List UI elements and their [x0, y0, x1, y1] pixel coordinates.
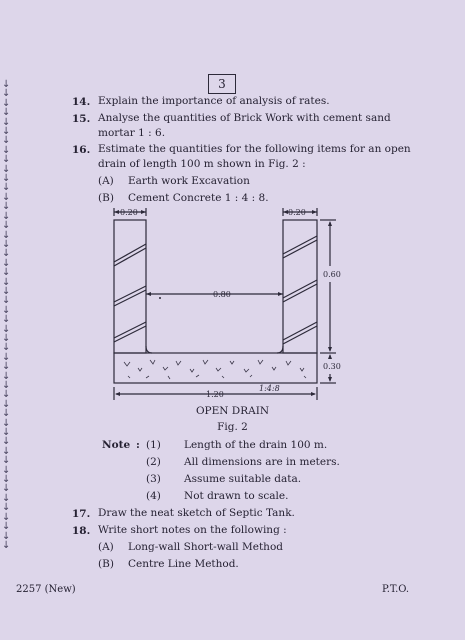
margin-arrow: ↓	[2, 445, 11, 457]
margin-arrow: ↓	[2, 97, 11, 109]
note-item-4-num: (4)	[146, 490, 161, 502]
margin-arrow: ↓	[2, 332, 11, 344]
margin-arrow: ↓	[2, 210, 11, 222]
note-item-2-num: (2)	[146, 456, 161, 468]
margin-arrow: ↓	[2, 248, 11, 260]
question-15-line-1: Analyse the quantities of Brick Work with cement sand	[98, 112, 391, 124]
margin-arrow: ↓	[2, 427, 11, 439]
question-16-line-2: drain of length 100 m shown in Fig. 2 :	[98, 158, 306, 170]
margin-arrow: ↓	[2, 464, 11, 476]
margin-arrow: ↓	[2, 502, 11, 514]
note-item-1-num: (1)	[146, 439, 161, 451]
q18-item-b-label: (B)	[98, 558, 114, 570]
margin-arrow: ↓	[2, 135, 11, 147]
margin-arrow: ↓	[2, 257, 11, 269]
margin-arrow: ↓	[2, 408, 11, 420]
note-label: Note	[102, 439, 131, 451]
margin-arrow: ↓	[2, 511, 11, 523]
figure-label: Fig. 2	[217, 421, 248, 433]
margin-arrow: ↓	[2, 370, 11, 382]
question-16-line-1: Estimate the quantities for the following items for an open	[98, 143, 411, 155]
dim-top-right: 0.20	[288, 208, 306, 217]
margin-arrow: ↓	[2, 173, 11, 185]
question-number-15: 15.	[72, 113, 91, 125]
q18-item-a-text: Long-wall Short-wall Method	[128, 541, 283, 553]
question-17-text: Draw the neat sketch of Septic Tank.	[98, 507, 295, 519]
question-15-line-2: mortar 1 : 6.	[98, 127, 166, 139]
margin-arrow: ↓	[2, 295, 11, 307]
margin-arrow: ↓	[2, 229, 11, 241]
question-number-17: 17.	[72, 508, 91, 520]
margin-arrow: ↓	[2, 182, 11, 194]
margin-arrow: ↓	[2, 116, 11, 128]
q16-item-a-text: Earth work Excavation	[128, 175, 250, 187]
margin-arrow: ↓	[2, 417, 11, 429]
margin-arrow: ↓	[2, 539, 11, 551]
question-number-14: 14.	[72, 96, 91, 108]
handwritten-mix-ratio: 1:4:8	[259, 384, 280, 393]
question-number-16: 16.	[72, 144, 91, 156]
dim-top-left: 0.20	[120, 208, 138, 217]
question-18-text: Write short notes on the following :	[98, 524, 287, 536]
margin-arrow: ↓	[2, 455, 11, 467]
page-number: 3	[208, 74, 236, 94]
q18-item-b-text: Centre Line Method.	[128, 558, 239, 570]
margin-arrow: ↓	[2, 201, 11, 213]
margin-arrow: ↓	[2, 361, 11, 373]
margin-arrow: ↓	[2, 276, 11, 288]
margin-arrow: ↓	[2, 380, 11, 391]
margin-arrow: ↓	[2, 220, 11, 232]
note-item-2-text: All dimensions are in meters.	[184, 456, 340, 468]
note-item-3-text: Assume suitable data.	[184, 473, 302, 485]
margin-arrow: ↓	[2, 351, 11, 363]
margin-arrow: ↓	[2, 389, 11, 401]
q16-item-b-text: Cement Concrete 1 : 4 : 8.	[128, 192, 269, 204]
base-slab	[114, 353, 317, 383]
margin-arrow: ↓	[2, 342, 11, 354]
margin-arrow: ↓	[2, 267, 11, 279]
margin-arrow: ↓	[2, 126, 11, 138]
margin-arrow: ↓	[2, 492, 11, 504]
margin-arrow: ↓	[2, 521, 11, 533]
figure-title: OPEN DRAIN	[195, 405, 270, 417]
margin-arrow: ↓	[2, 79, 11, 90]
margin-arrow: ↓	[2, 483, 11, 495]
dim-inner-width: 0.80	[213, 290, 231, 299]
question-14-text: Explain the importance of analysis of rates.	[98, 95, 330, 107]
margin-arrow: ↓	[2, 238, 11, 250]
margin-arrow: ↓	[2, 530, 11, 542]
margin-arrow: ↓	[2, 144, 11, 156]
margin-arrow: ↓	[2, 107, 11, 119]
note-colon: :	[136, 439, 140, 451]
dim-base-thickness: 0.30	[323, 362, 341, 371]
margin-arrow: ↓	[2, 304, 11, 316]
q16-item-a-label: (A)	[98, 175, 114, 187]
margin-arrow: ↓	[2, 154, 11, 166]
dim-wall-height: 0.60	[323, 270, 341, 279]
note-item-3-num: (3)	[146, 473, 161, 485]
margin-arrow: ↓	[2, 436, 11, 448]
margin-arrow: ↓	[2, 88, 11, 100]
question-number-18: 18.	[72, 525, 91, 537]
left-wall	[114, 220, 146, 353]
margin-arrow: ↓	[2, 314, 11, 326]
q18-item-a-label: (A)	[98, 541, 114, 553]
paper-code: 2257 (New)	[16, 584, 76, 595]
margin-arrow: ↓	[2, 323, 11, 335]
pto-label: P.T.O.	[382, 584, 410, 595]
q16-item-b-label: (B)	[98, 192, 114, 204]
note-item-4-text: Not drawn to scale.	[184, 490, 289, 502]
margin-arrow: ↓	[2, 398, 11, 410]
margin-arrow: ↓	[2, 474, 11, 486]
margin-arrow: ↓	[2, 191, 11, 203]
concrete-texture	[124, 360, 306, 379]
margin-arrow: ↓	[2, 163, 11, 175]
margin-arrow: ↓	[2, 285, 11, 297]
dim-total-width: 1.20	[206, 390, 224, 399]
note-item-1-text: Length of the drain 100 m.	[184, 439, 328, 451]
